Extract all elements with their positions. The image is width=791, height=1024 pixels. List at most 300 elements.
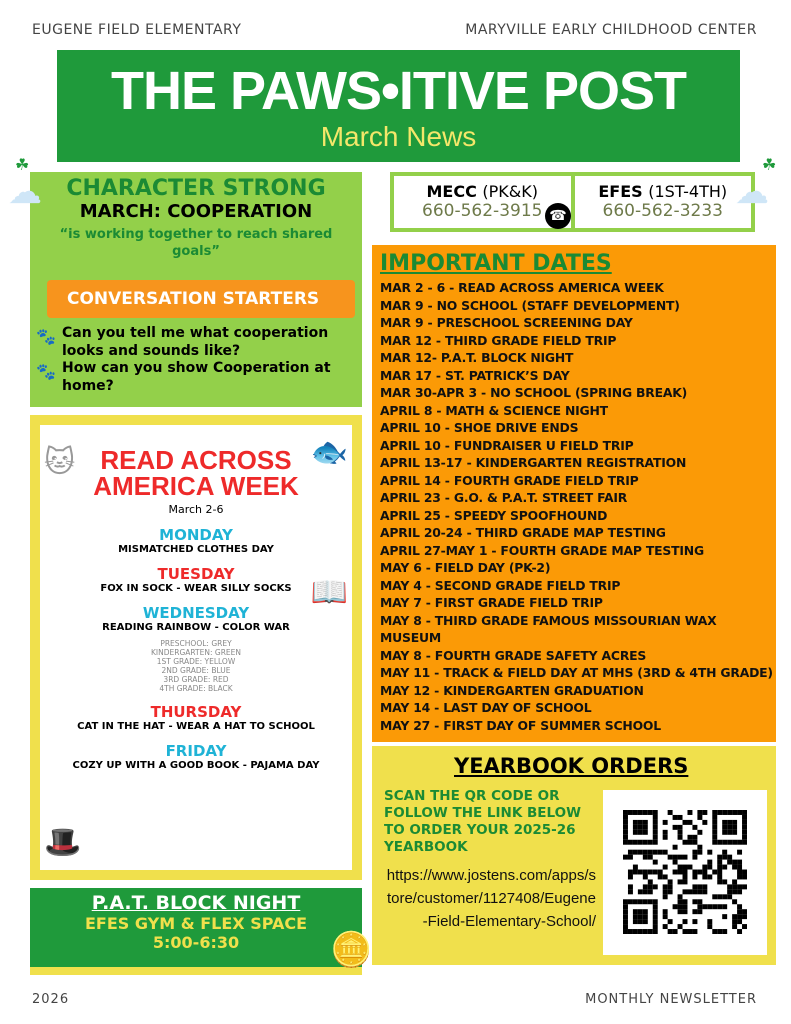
character-month: MARCH: COOPERATION <box>79 201 313 222</box>
qr-module <box>727 855 732 860</box>
qr-module <box>628 929 633 934</box>
raa-title: READ ACROSS AMERICA WEEK <box>93 445 299 501</box>
qr-module <box>628 874 633 879</box>
qr-module <box>653 860 658 865</box>
qr-module <box>638 919 643 924</box>
day-theme: READING RAINBOW - COLOR WAR <box>102 622 290 633</box>
qr-module <box>692 874 697 879</box>
qr-module <box>643 919 648 924</box>
qr-module <box>623 855 628 860</box>
qr-module <box>737 850 742 855</box>
qr-module <box>702 874 707 879</box>
date-item: MAY 12 - KINDERGARTEN GRADUATION <box>380 682 644 698</box>
qr-module <box>668 919 673 924</box>
qr-module <box>623 815 628 820</box>
qr-module <box>678 899 683 904</box>
qr-module <box>737 870 742 875</box>
qr-module <box>687 810 692 815</box>
qr-module <box>722 855 727 860</box>
qr-module <box>732 924 737 929</box>
qr-module <box>623 830 628 835</box>
day-name: MONDAY <box>159 526 233 544</box>
qr-module <box>722 929 727 934</box>
date-item: APRIL 14 - FOURTH GRADE FIELD TRIP <box>380 472 639 488</box>
qr-module <box>732 889 737 894</box>
date-item: MAR 30-APR 3 - NO SCHOOL (SPRING BREAK) <box>380 385 688 400</box>
grade-color-item: 4TH GRADE: BLACK <box>159 684 233 693</box>
qr-module <box>687 840 692 845</box>
date-item: MAR 17 - ST. PATRICK’S DAY <box>380 367 570 383</box>
qr-module <box>737 919 742 924</box>
qr-module <box>742 825 747 830</box>
grade-color-item: 3RD GRADE: RED <box>163 675 229 684</box>
qr-module <box>712 870 717 875</box>
efes-phone[interactable]: 660-562-3233 <box>602 201 723 221</box>
qr-module <box>633 929 638 934</box>
pat-block-night-panel <box>30 888 362 975</box>
qr-module <box>663 865 668 870</box>
fish-doodle-icon: 🐟 <box>310 435 348 470</box>
qr-module <box>737 810 742 815</box>
day-theme: MISMATCHED CLOTHES DAY <box>118 544 274 555</box>
qr-module <box>732 865 737 870</box>
grade-color-item: KINDERGARTEN: GREEN <box>150 648 242 657</box>
qr-module <box>727 820 732 825</box>
qr-module <box>643 850 648 855</box>
character-title: CHARACTER STRONG <box>66 176 326 201</box>
qr-module <box>707 850 712 855</box>
day-theme: CAT IN THE HAT - WEAR A HAT TO SCHOOL <box>77 721 315 732</box>
qr-module <box>742 835 747 840</box>
qr-module <box>712 815 717 820</box>
qr-module <box>643 899 648 904</box>
qr-module <box>653 884 658 889</box>
qr-module <box>712 904 717 909</box>
qr-module <box>628 855 633 860</box>
question-item: 🐾 Can you tell me what cooperation looks and sounds like? <box>36 325 329 359</box>
paw-icon: 🐾 <box>36 362 56 381</box>
qr-module <box>653 904 658 909</box>
qr-module <box>653 919 658 924</box>
qr-module <box>633 899 638 904</box>
qr-module <box>648 850 653 855</box>
date-item: APRIL 8 - MATH & SCIENCE NIGHT <box>380 402 608 418</box>
qr-module <box>653 835 658 840</box>
qr-module <box>678 924 683 929</box>
pat-time: 5:00-6:30 <box>152 933 240 952</box>
qr-module <box>707 865 712 870</box>
qr-module <box>633 820 638 825</box>
qr-module <box>653 870 658 875</box>
qr-module <box>623 825 628 830</box>
qr-module <box>653 899 658 904</box>
qr-module <box>673 845 678 850</box>
qr-module <box>727 830 732 835</box>
qr-module <box>692 884 697 889</box>
qr-module <box>692 855 697 860</box>
date-item: MAY 8 - THIRD GRADE FAMOUS MISSOURIAN WAX <box>380 612 717 628</box>
read-across-america-panel <box>30 415 362 880</box>
qr-module <box>732 884 737 889</box>
qr-module <box>717 874 722 879</box>
qr-module <box>712 810 717 815</box>
qr-module <box>653 840 658 845</box>
qr-module <box>732 860 737 865</box>
qr-module <box>702 810 707 815</box>
qr-module <box>707 874 712 879</box>
date-item: MAY 27 - FIRST DAY OF SUMMER SCHOOL <box>380 717 661 733</box>
qr-module <box>732 820 737 825</box>
footer-label: MONTHLY NEWSLETTER <box>585 992 757 1007</box>
qr-module <box>692 840 697 845</box>
qr-module <box>648 884 653 889</box>
qr-module <box>742 810 747 815</box>
qr-module <box>737 874 742 879</box>
qr-module <box>702 904 707 909</box>
qr-module <box>638 889 643 894</box>
qr-module <box>673 815 678 820</box>
date-item: MUSEUM <box>380 630 441 645</box>
day-name: WEDNESDAY <box>142 604 250 622</box>
date-item: APRIL 23 - G.O. & P.A.T. STREET FAIR <box>380 490 628 505</box>
qr-module <box>722 840 727 845</box>
qr-module <box>663 874 668 879</box>
qr-module <box>658 850 663 855</box>
qr-module <box>732 914 737 919</box>
qr-module <box>717 870 722 875</box>
qr-module <box>648 889 653 894</box>
qr-module <box>707 919 712 924</box>
date-item: MAY 8 - FOURTH GRADE SAFETY ACRES <box>380 647 647 663</box>
qr-module <box>683 919 688 924</box>
date-item: APRIL 10 - SHOE DRIVE ENDS <box>380 420 579 435</box>
qr-module <box>643 909 648 914</box>
cartoon-doodle-icon: 🐱 <box>44 445 76 480</box>
qr-module <box>727 884 732 889</box>
qr-module <box>697 815 702 820</box>
qr-module <box>722 914 727 919</box>
qr-module <box>737 904 742 909</box>
qr-module <box>638 825 643 830</box>
cloud-icon: ☁ <box>735 172 769 212</box>
qr-module <box>717 855 722 860</box>
qr-module <box>623 810 628 815</box>
yearbook-instructions: SCAN THE QR CODE OR FOLLOW THE LINK BELOW TO ORDER YOUR 2025-26 YEARBOOK <box>384 788 582 855</box>
qr-module <box>712 825 717 830</box>
qr-module <box>697 830 702 835</box>
qr-module <box>673 860 678 865</box>
date-item: APRIL 20-24 - THIRD GRADE MAP TESTING <box>380 525 666 540</box>
qr-module <box>717 810 722 815</box>
qr-module <box>678 865 683 870</box>
qr-module <box>648 899 653 904</box>
qr-module <box>737 889 742 894</box>
day-theme: COZY UP WITH A GOOD BOOK - PAJAMA DAY <box>72 760 320 771</box>
qr-module <box>678 825 683 830</box>
qr-module <box>678 815 683 820</box>
date-item: MAY 7 - FIRST GRADE FIELD TRIP <box>380 595 603 610</box>
qr-module <box>707 904 712 909</box>
qr-module <box>697 845 702 850</box>
qr-module <box>702 820 707 825</box>
qr-module <box>663 850 668 855</box>
newsletter-subtitle: March News <box>320 121 477 152</box>
qr-module <box>732 919 737 924</box>
date-item: MAR 9 - NO SCHOOL (STAFF DEVELOPMENT) <box>380 297 680 313</box>
qr-module <box>687 820 692 825</box>
qr-module <box>648 879 653 884</box>
qr-module <box>668 884 673 889</box>
qr-module <box>702 865 707 870</box>
qr-module <box>663 884 668 889</box>
qr-module <box>653 825 658 830</box>
qr-module <box>683 870 688 875</box>
grade-color-item: 1ST GRADE: YELLOW <box>156 657 236 666</box>
qr-module <box>623 929 628 934</box>
qr-module <box>638 850 643 855</box>
qr-module <box>702 884 707 889</box>
qr-module <box>742 909 747 914</box>
dates-list <box>380 279 773 734</box>
date-item: MAY 6 - FIELD DAY (PK-2) <box>380 560 551 575</box>
qr-module <box>643 874 648 879</box>
qr-module <box>643 889 648 894</box>
qr-module <box>678 904 683 909</box>
qr-module <box>683 909 688 914</box>
qr-module <box>697 904 702 909</box>
qr-module <box>707 924 712 929</box>
qr-module <box>687 835 692 840</box>
qr-module <box>697 850 702 855</box>
qr-module <box>673 929 678 934</box>
newsletter-title: THE PAWS•ITIVE POST <box>111 61 686 121</box>
qr-module <box>737 909 742 914</box>
qr-module <box>643 884 648 889</box>
qr-module <box>663 894 668 899</box>
important-dates-panel <box>372 245 776 742</box>
qr-module <box>732 825 737 830</box>
qr-module <box>663 909 668 914</box>
qr-module <box>742 815 747 820</box>
qr-module <box>678 835 683 840</box>
qr-module <box>673 855 678 860</box>
qr-module <box>658 870 663 875</box>
qr-module <box>687 889 692 894</box>
book-doodle-icon: 📖 <box>310 575 348 610</box>
qr-module <box>673 870 678 875</box>
qr-code-image <box>623 810 747 934</box>
qr-module <box>717 929 722 934</box>
qr-module <box>653 914 658 919</box>
qr-module <box>687 865 692 870</box>
question-item: 🐾 How can you show Cooperation at home? <box>36 360 331 394</box>
qr-module <box>643 855 648 860</box>
qr-module <box>702 870 707 875</box>
shamrock-icon: ☘ <box>762 155 777 174</box>
qr-code[interactable] <box>603 790 767 955</box>
important-dates-title: IMPORTANT DATES <box>380 251 612 276</box>
qr-module <box>683 929 688 934</box>
qr-module <box>628 850 633 855</box>
qr-module <box>742 884 747 889</box>
qr-module <box>697 870 702 875</box>
qr-module <box>663 914 668 919</box>
qr-module <box>683 874 688 879</box>
qr-module <box>653 929 658 934</box>
qr-module <box>633 914 638 919</box>
qr-module <box>678 870 683 875</box>
qr-module <box>737 865 742 870</box>
qr-module <box>742 830 747 835</box>
qr-module <box>717 879 722 884</box>
grade-colors <box>40 639 352 693</box>
qr-module <box>643 825 648 830</box>
date-item: APRIL 25 - SPEEDY SPOOFHOUND <box>380 507 608 523</box>
qr-module <box>668 879 673 884</box>
pat-location: EFES GYM & FLEX SPACE <box>84 914 308 933</box>
qr-module <box>673 825 678 830</box>
qr-module <box>712 929 717 934</box>
qr-module <box>702 889 707 894</box>
qr-module <box>678 879 683 884</box>
qr-module <box>692 929 697 934</box>
qr-module <box>628 870 633 875</box>
qr-module <box>668 929 673 934</box>
qr-module <box>653 815 658 820</box>
qr-module <box>633 840 638 845</box>
pat-title: P.A.T. BLOCK NIGHT <box>91 892 301 914</box>
qr-module <box>678 830 683 835</box>
qr-module <box>663 830 668 835</box>
qr-module <box>727 889 732 894</box>
qr-module <box>668 889 673 894</box>
qr-module <box>742 924 747 929</box>
raa-days <box>40 526 352 771</box>
newsletter-header <box>57 50 740 162</box>
yearbook-title: YEARBOOK ORDERS <box>454 754 689 778</box>
date-item: APRIL 27-MAY 1 - FOURTH GRADE MAP TESTING <box>380 542 704 558</box>
qr-module <box>737 884 742 889</box>
qr-module <box>638 929 643 934</box>
grade-color-item: PRESCHOOL: GREY <box>160 639 232 648</box>
qr-module <box>648 810 653 815</box>
qr-module <box>638 914 643 919</box>
qr-module <box>722 850 727 855</box>
day-name: THURSDAY <box>150 703 242 721</box>
qr-module <box>692 899 697 904</box>
qr-module <box>727 860 732 865</box>
date-item: APRIL 13-17 - KINDERGARTEN REGISTRATION <box>380 455 687 470</box>
qr-module <box>633 909 638 914</box>
day-name: TUESDAY <box>157 565 235 583</box>
qr-module <box>663 835 668 840</box>
qr-module <box>722 820 727 825</box>
qr-module <box>648 929 653 934</box>
qr-module <box>742 874 747 879</box>
qr-module <box>628 889 633 894</box>
qr-module <box>697 899 702 904</box>
qr-module <box>727 894 732 899</box>
qr-module <box>687 929 692 934</box>
qr-module <box>737 914 742 919</box>
qr-module <box>712 840 717 845</box>
qr-module <box>732 840 737 845</box>
qr-module <box>722 810 727 815</box>
qr-module <box>628 884 633 889</box>
qr-module <box>742 870 747 875</box>
qr-module <box>732 830 737 835</box>
qr-module <box>638 810 643 815</box>
mecc-phone[interactable]: 660-562-3915 <box>422 201 543 221</box>
cloud-icon: ☁ <box>8 172 42 212</box>
qr-module <box>727 825 732 830</box>
qr-module <box>628 899 633 904</box>
qr-module <box>653 909 658 914</box>
qr-module <box>643 810 648 815</box>
qr-module <box>727 810 732 815</box>
qr-module <box>692 835 697 840</box>
qr-module <box>717 860 722 865</box>
qr-module <box>697 889 702 894</box>
qr-module <box>742 914 747 919</box>
qr-module <box>633 850 638 855</box>
qr-module <box>663 924 668 929</box>
qr-module <box>638 870 643 875</box>
qr-module <box>638 909 643 914</box>
hat-doodle-icon: 🎩 <box>44 825 82 860</box>
qr-module <box>623 904 628 909</box>
qr-module <box>643 914 648 919</box>
qr-module <box>623 840 628 845</box>
yearbook-link[interactable]: https://www.jostens.com/apps/store/customer/1127408/Eugene-Field-Elementary-School/ <box>386 867 596 930</box>
school-name-right: MARYVILLE EARLY CHILDHOOD CENTER <box>465 22 757 38</box>
gold-coins-icon: 🪙 <box>330 930 373 970</box>
qr-module <box>722 825 727 830</box>
qr-module <box>717 840 722 845</box>
qr-module <box>653 810 658 815</box>
date-item: MAR 12 - THIRD GRADE FIELD TRIP <box>380 332 617 348</box>
qr-module <box>623 820 628 825</box>
yearbook-panel <box>372 746 776 965</box>
qr-module <box>692 909 697 914</box>
qr-module <box>623 835 628 840</box>
qr-module <box>638 830 643 835</box>
qr-module <box>712 894 717 899</box>
qr-module <box>697 884 702 889</box>
qr-module <box>683 879 688 884</box>
qr-module <box>692 889 697 894</box>
qr-module <box>633 825 638 830</box>
qr-module <box>653 850 658 855</box>
qr-module <box>683 820 688 825</box>
qr-module <box>727 840 732 845</box>
qr-module <box>668 855 673 860</box>
qr-module <box>722 865 727 870</box>
qr-module <box>623 924 628 929</box>
qr-module <box>737 840 742 845</box>
qr-module <box>623 914 628 919</box>
character-quote: “is working together to reach shared goals” <box>59 227 333 259</box>
qr-module <box>742 820 747 825</box>
qr-module <box>712 820 717 825</box>
school-name-left: EUGENE FIELD ELEMENTARY <box>32 22 242 38</box>
qr-module <box>668 810 673 815</box>
contact-box: MECC (PK&K) 660-562-3915 EFES (1ST-4TH) 660-562-3233 <box>390 172 755 232</box>
qr-module <box>623 919 628 924</box>
qr-module <box>623 899 628 904</box>
qr-module <box>683 865 688 870</box>
qr-module <box>653 830 658 835</box>
